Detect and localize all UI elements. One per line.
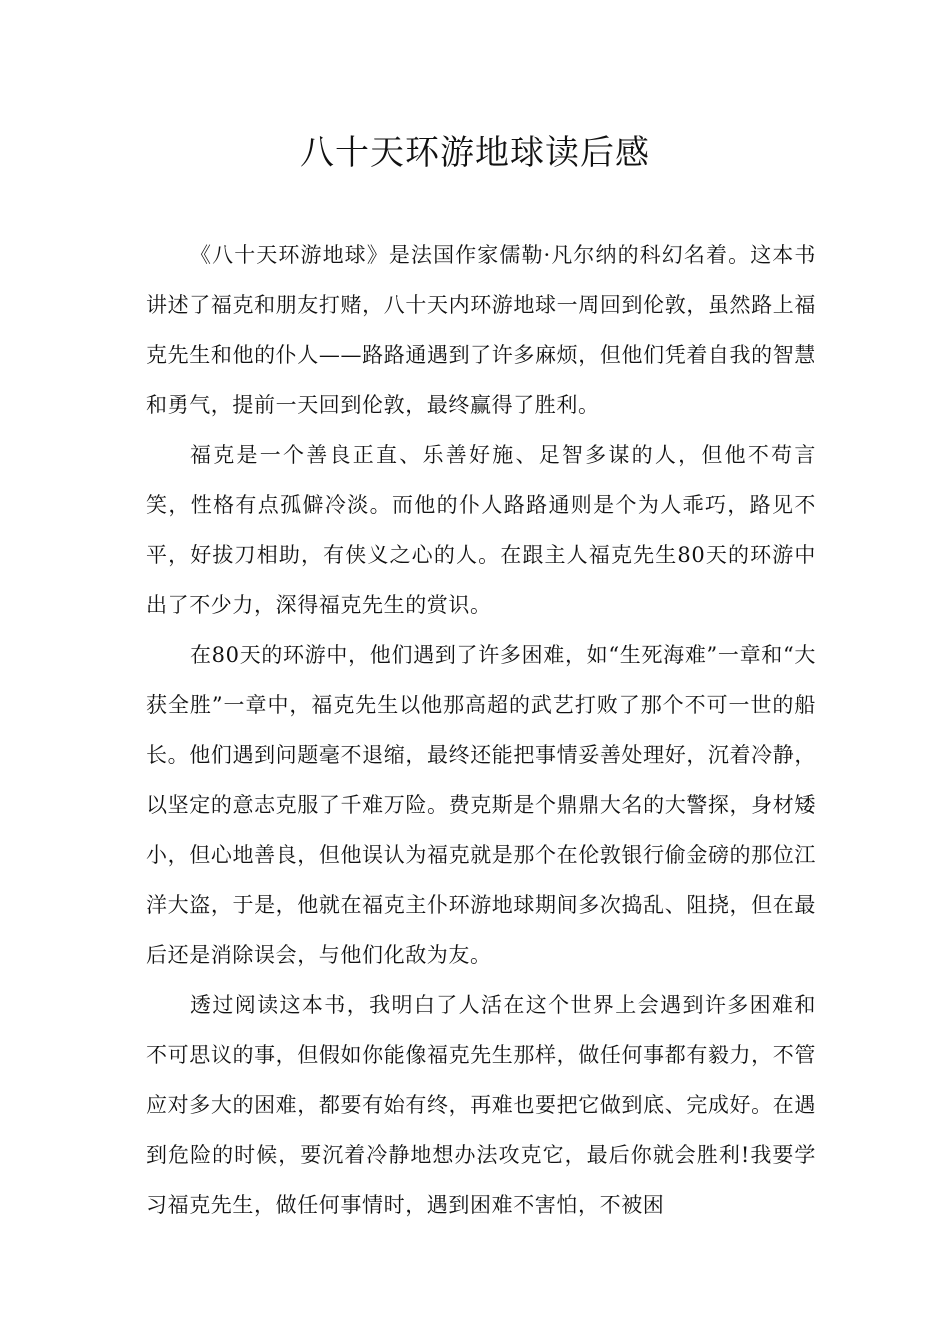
document-body [146, 230, 816, 1230]
paragraph-characters: 福克是一个善良正直、乐善好施、足智多谋的人，但他不苟言笑，性格有点孤僻冷淡。而他的仆人路路通则是个为人乖巧，路见不平，好拔刀相助，有侠义之心的人。在跟主人福克先生80天的环游中出了不少力，深得福克先生的赏识。 [146, 443, 816, 617]
document-title: 八十天环游地球读后感 [300, 133, 650, 173]
paragraph-reflection: 透过阅读这本书，我明白了人活在这个世界上会遇到许多困难和不可思议的事，但假如你能像福克先生那样，做任何事都有毅力，不管应对多大的困难，都要有始有终，再难也要把它做到底、完成好。在遇到危险的时候，要沉着冷静地想办法攻克它，最后你就会胜利!我要学习福克先生，做任何事情时，遇到困难不害怕，不被困 [146, 993, 816, 1217]
paragraph-intro: 《八十天环游地球》是法国作家儒勒·凡尔纳的科幻名着。这本书讲述了福克和朋友打赌，八十天内环游地球一周回到伦敦，虽然路上福克先生和他的仆人——路路通遇到了许多麻烦，但他们凭着自我的智慧和勇气，提前一天回到伦敦，最终赢得了胜利。 [146, 243, 816, 417]
paragraph-journey: 在80天的环游中，他们遇到了许多困难，如“生死海难”一章和“大获全胜”一章中，福克先生以他那高超的武艺打败了那个不可一世的船长。他们遇到问题毫不退缩，最终还能把事情妥善处理好，沉着冷静，以坚定的意志克服了千难万险。费克斯是个鼎鼎大名的大警探，身材矮小，但心地善良，但他误认为福克就是那个在伦敦银行偷金磅的那位江洋大盗，于是，他就在福克主仆环游地球期间多次捣乱、阻挠，但在最后还是消除误会，与他们化敌为友。 [146, 643, 816, 967]
